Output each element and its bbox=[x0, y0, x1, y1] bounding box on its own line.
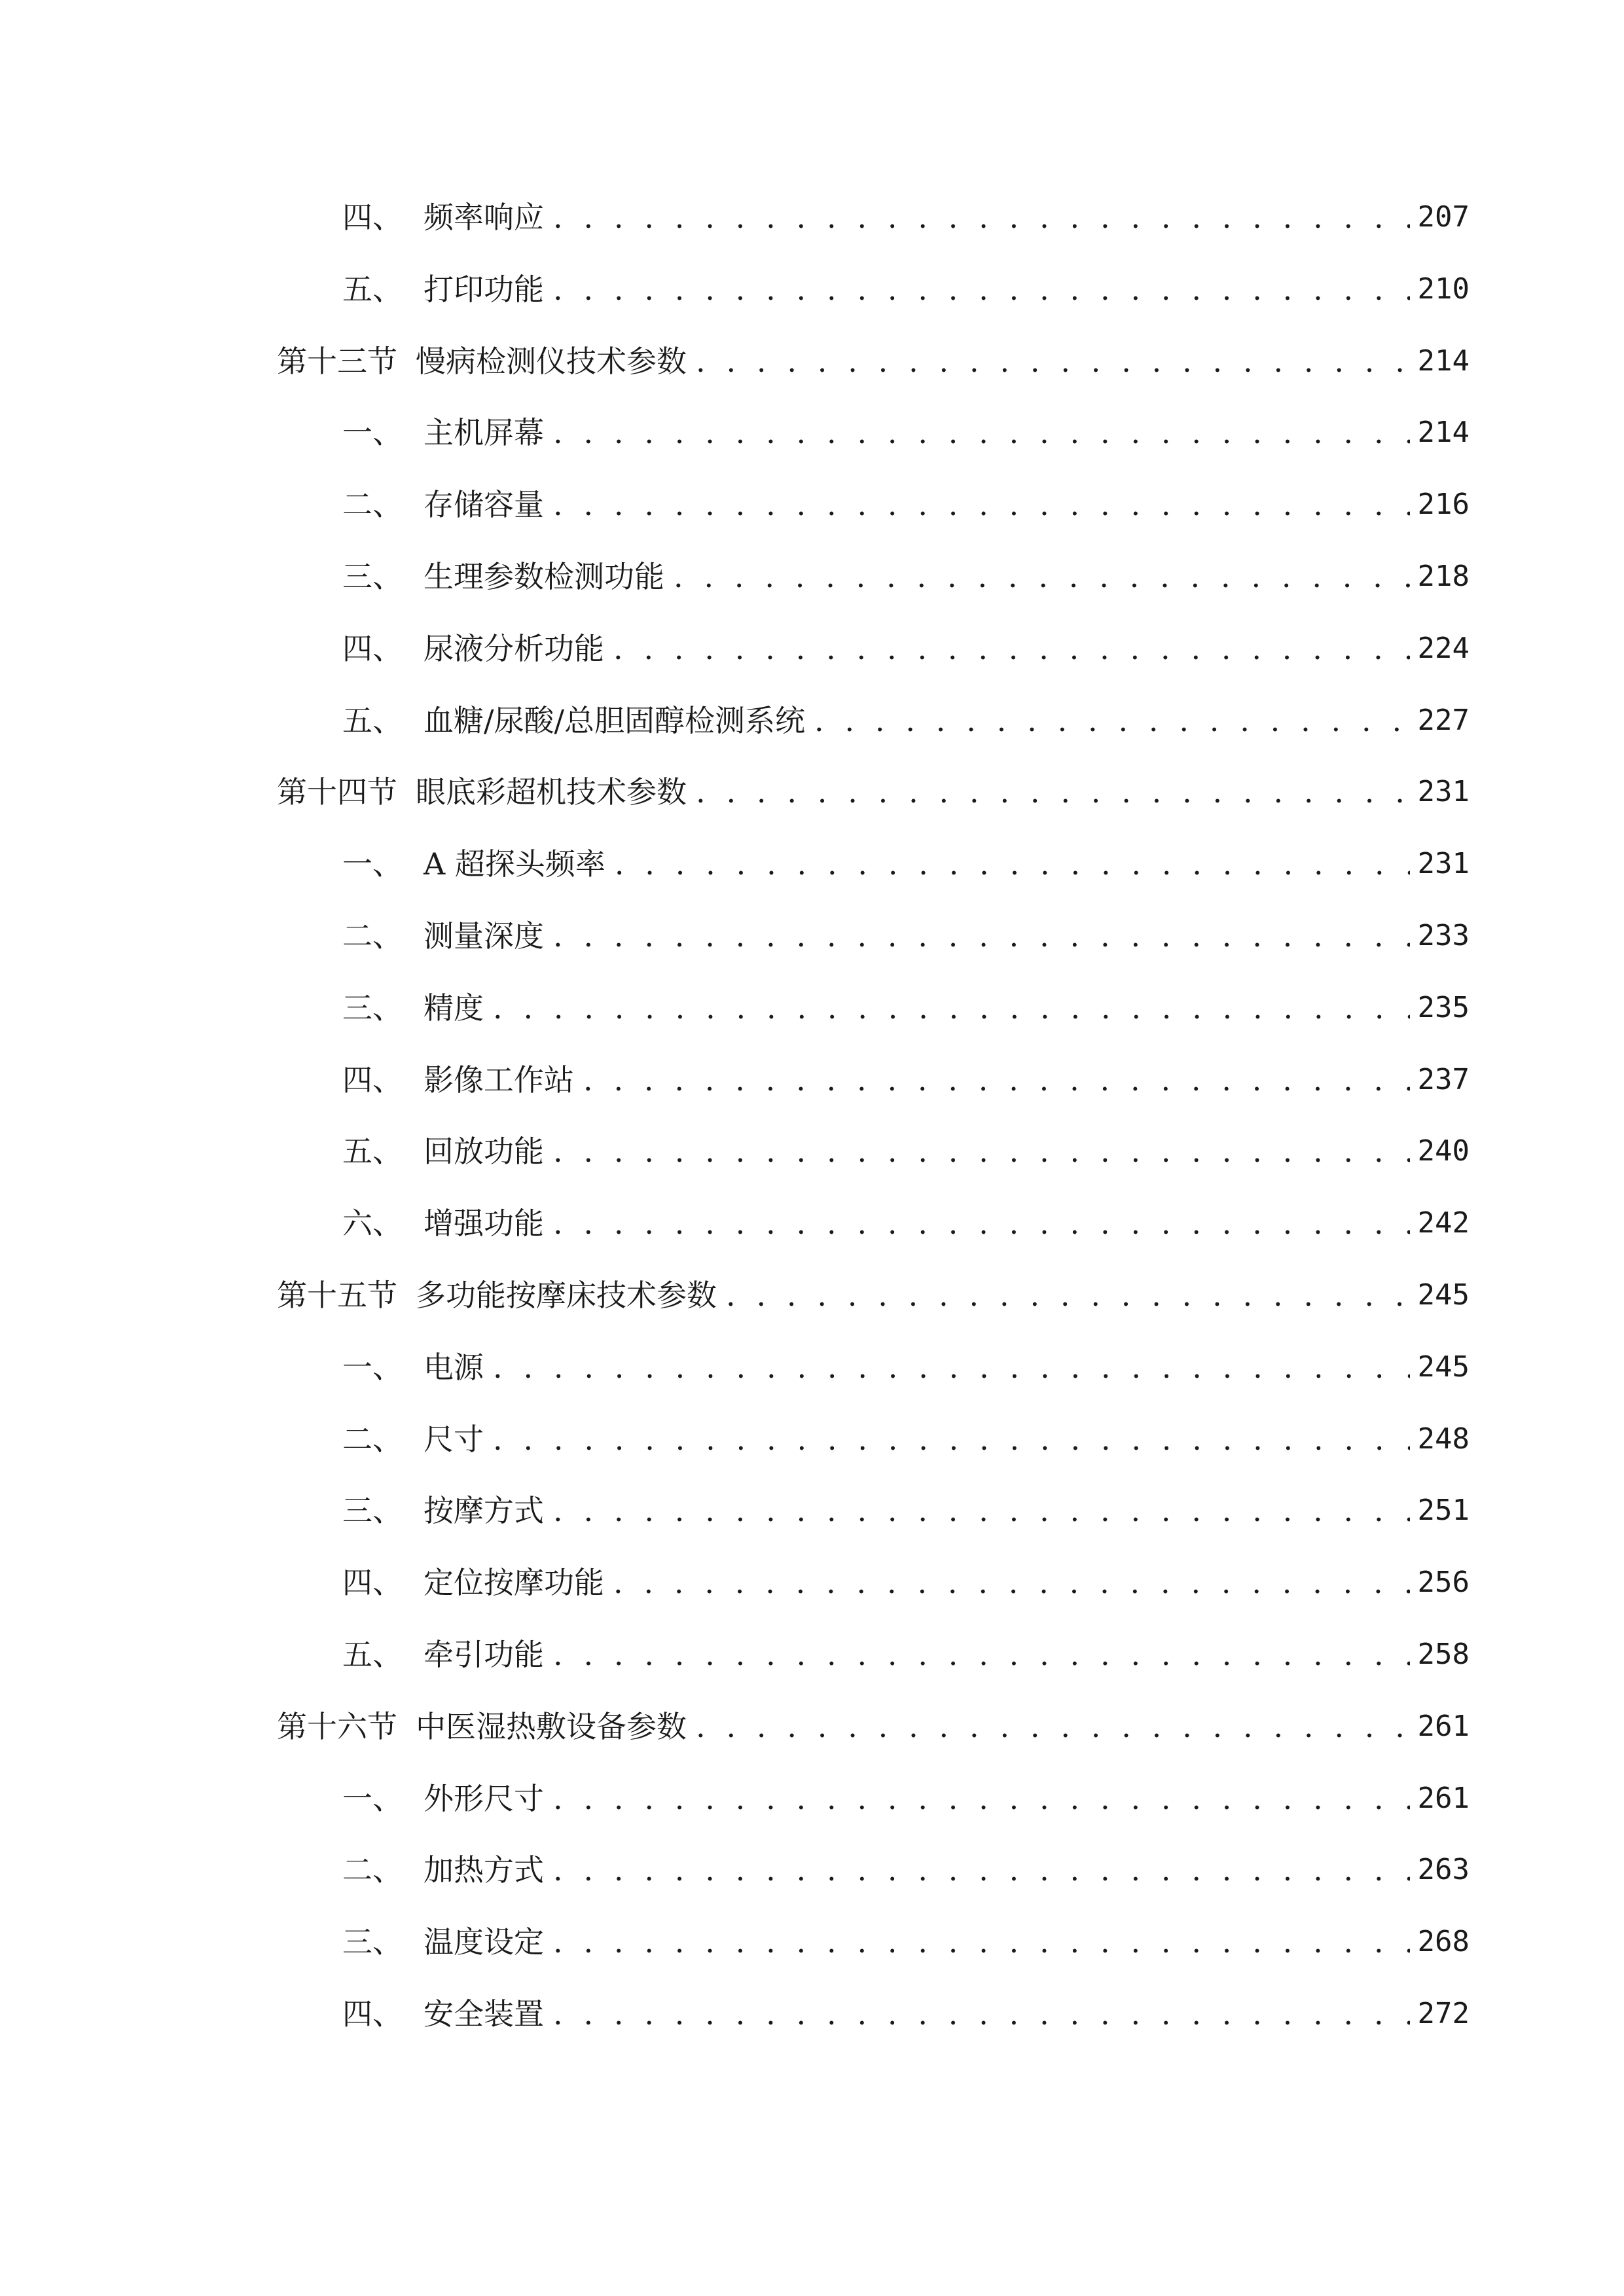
toc-subsection-entry[interactable] bbox=[342, 622, 1470, 675]
toc-entry-number: 第十五节 bbox=[277, 1278, 397, 1313]
toc-entry-number: 四、 bbox=[342, 1062, 403, 1098]
toc-page-number: 242 bbox=[1417, 1206, 1470, 1240]
dot-leader bbox=[553, 1844, 1410, 1896]
toc-subsection-entry[interactable] bbox=[342, 838, 1470, 890]
toc-subsection-entry[interactable] bbox=[342, 1556, 1470, 1609]
toc-entry-number: 六、 bbox=[342, 1206, 403, 1241]
toc-entry-number: 二、 bbox=[342, 918, 403, 954]
toc-entry-number: 五、 bbox=[342, 272, 403, 307]
toc-entry-number: 第十六节 bbox=[277, 1709, 397, 1744]
dot-leader bbox=[553, 406, 1410, 459]
dot-leader bbox=[613, 622, 1410, 675]
dot-leader bbox=[493, 982, 1410, 1034]
toc-page-number: 207 bbox=[1417, 200, 1470, 234]
toc-page-number: 261 bbox=[1417, 1710, 1470, 1743]
toc-entry-title: 眼底彩超机技术参数 bbox=[416, 774, 687, 810]
dot-leader bbox=[613, 1556, 1410, 1609]
toc-page-number: 233 bbox=[1417, 919, 1470, 952]
toc-subsection-entry[interactable] bbox=[342, 1125, 1470, 1177]
toc-page-number: 210 bbox=[1417, 272, 1470, 306]
dot-leader bbox=[553, 1916, 1410, 1968]
toc-page-number: 214 bbox=[1417, 416, 1470, 449]
toc-subsection-entry[interactable] bbox=[342, 1772, 1470, 1825]
toc-entry-title: 主机屏幕 bbox=[424, 415, 544, 450]
toc-page-number: 224 bbox=[1417, 632, 1470, 665]
toc-entry-title: 安全装置 bbox=[424, 1996, 544, 2032]
toc-section-entry[interactable] bbox=[277, 1700, 1470, 1753]
toc-subsection-entry[interactable] bbox=[342, 406, 1470, 459]
toc-entry-number: 三、 bbox=[342, 990, 403, 1026]
dot-leader bbox=[493, 1341, 1410, 1393]
dot-leader bbox=[553, 263, 1410, 315]
toc-entry-title: 测量深度 bbox=[424, 918, 544, 954]
dot-leader bbox=[674, 550, 1410, 603]
toc-subsection-entry[interactable] bbox=[342, 1197, 1470, 1249]
toc-entry-number: 五、 bbox=[342, 1637, 403, 1672]
dot-leader bbox=[553, 1125, 1410, 1177]
toc-page-number: 240 bbox=[1417, 1134, 1470, 1168]
toc-page-number: 258 bbox=[1417, 1638, 1470, 1671]
toc-entry-title: 频率响应 bbox=[424, 200, 544, 235]
toc-page-number: 251 bbox=[1417, 1494, 1470, 1527]
toc-entry-title: 增强功能 bbox=[424, 1206, 544, 1241]
toc-entry-number: 二、 bbox=[342, 487, 403, 522]
toc-entry-title: 精度 bbox=[424, 990, 484, 1026]
toc-entry-title: 加热方式 bbox=[424, 1852, 544, 1888]
toc-entry-title: 温度设定 bbox=[424, 1924, 544, 1960]
toc-page-number: 216 bbox=[1417, 488, 1470, 521]
toc-entry-title: 尿液分析功能 bbox=[424, 631, 604, 666]
toc-page-number: 231 bbox=[1417, 847, 1470, 880]
toc-page-number: 231 bbox=[1417, 775, 1470, 808]
dot-leader bbox=[553, 191, 1410, 243]
toc-entry-number: 二、 bbox=[342, 1852, 403, 1888]
toc-page-number: 214 bbox=[1417, 344, 1470, 378]
toc-entry-title: 按摩方式 bbox=[424, 1493, 544, 1528]
dot-leader bbox=[553, 1772, 1410, 1825]
toc-page-number: 272 bbox=[1417, 1997, 1470, 2030]
dot-leader bbox=[553, 1197, 1410, 1249]
toc-subsection-entry[interactable] bbox=[342, 1054, 1470, 1106]
toc-section-entry[interactable] bbox=[277, 766, 1470, 818]
dot-leader bbox=[615, 838, 1410, 890]
toc-page-number: 227 bbox=[1417, 704, 1470, 737]
toc-page-number: 268 bbox=[1417, 1925, 1470, 1958]
toc-page-number: 245 bbox=[1417, 1278, 1470, 1312]
dot-leader bbox=[553, 1988, 1410, 2040]
toc-entry-number: 二、 bbox=[342, 1422, 403, 1457]
toc-entry-number: 五、 bbox=[342, 703, 403, 738]
dot-leader bbox=[553, 910, 1410, 962]
toc-page-number: 245 bbox=[1417, 1350, 1470, 1384]
dot-leader bbox=[696, 335, 1410, 387]
toc-subsection-entry[interactable] bbox=[342, 191, 1470, 243]
toc-subsection-entry[interactable] bbox=[342, 910, 1470, 962]
toc-entry-title: 存储容量 bbox=[424, 487, 544, 522]
toc-page-number: 235 bbox=[1417, 991, 1470, 1024]
toc-subsection-entry[interactable] bbox=[342, 550, 1470, 603]
toc-entry-number: 三、 bbox=[342, 559, 403, 594]
toc-entry-title: 中医湿热敷设备参数 bbox=[416, 1709, 687, 1744]
dot-leader bbox=[814, 694, 1410, 747]
toc-page-number: 256 bbox=[1417, 1566, 1470, 1599]
toc-entry-title: 电源 bbox=[424, 1350, 484, 1385]
toc-entry-title: 打印功能 bbox=[424, 272, 544, 307]
toc-entry-number: 三、 bbox=[342, 1493, 403, 1528]
toc-subsection-entry[interactable] bbox=[342, 1628, 1470, 1681]
toc-entry-title: 影像工作站 bbox=[424, 1062, 574, 1098]
dot-leader bbox=[553, 478, 1410, 531]
toc-entry-title: 回放功能 bbox=[424, 1134, 544, 1169]
dot-leader bbox=[696, 1700, 1410, 1753]
dot-leader bbox=[553, 1484, 1410, 1537]
toc-subsection-entry[interactable] bbox=[342, 1844, 1470, 1896]
toc-page-number: 237 bbox=[1417, 1063, 1470, 1096]
toc-entry-number: 四、 bbox=[342, 200, 403, 235]
toc-subsection-entry[interactable] bbox=[342, 478, 1470, 531]
toc-entry-title: 外形尺寸 bbox=[424, 1781, 544, 1816]
toc-entry-title: A 超探头频率 bbox=[424, 846, 605, 882]
dot-leader bbox=[583, 1054, 1410, 1106]
toc-entry-number: 四、 bbox=[342, 1996, 403, 2032]
toc-section-entry[interactable] bbox=[277, 1269, 1470, 1321]
toc-entry-title: 定位按摩功能 bbox=[424, 1565, 604, 1600]
toc-subsection-entry[interactable] bbox=[342, 1484, 1470, 1537]
toc-page-number: 263 bbox=[1417, 1853, 1470, 1886]
toc-subsection-entry[interactable] bbox=[342, 1988, 1470, 2040]
dot-leader bbox=[553, 1628, 1410, 1681]
toc-entry-number: 五、 bbox=[342, 1134, 403, 1169]
toc-entry-number: 一、 bbox=[342, 415, 403, 450]
toc-subsection-entry[interactable] bbox=[342, 1413, 1470, 1465]
toc-page-number: 248 bbox=[1417, 1422, 1470, 1456]
toc-entry-number: 四、 bbox=[342, 1565, 403, 1600]
toc-page-number: 218 bbox=[1417, 560, 1470, 593]
toc-subsection-entry[interactable] bbox=[342, 694, 1470, 747]
dot-leader bbox=[696, 766, 1410, 818]
toc-entry-title: 血糖/尿酸/总胆固醇检测系统 bbox=[424, 703, 805, 738]
toc-entry-title: 多功能按摩床技术参数 bbox=[416, 1278, 717, 1313]
toc-entry-number: 一、 bbox=[342, 1781, 403, 1816]
toc-subsection-entry[interactable] bbox=[342, 982, 1470, 1034]
toc-entry-title: 生理参数检测功能 bbox=[424, 559, 664, 594]
toc-entry-title: 牵引功能 bbox=[424, 1637, 544, 1672]
toc-page-number: 261 bbox=[1417, 1782, 1470, 1815]
toc-entry-number: 一、 bbox=[342, 846, 403, 882]
toc-entry-number: 三、 bbox=[342, 1924, 403, 1960]
toc-section-entry[interactable] bbox=[277, 335, 1470, 387]
toc-entry-number: 一、 bbox=[342, 1350, 403, 1385]
toc-entry-title: 慢病检测仪技术参数 bbox=[416, 344, 687, 379]
toc-entry-number: 第十三节 bbox=[277, 344, 397, 379]
toc-subsection-entry[interactable] bbox=[342, 1916, 1470, 1968]
toc-subsection-entry[interactable] bbox=[342, 263, 1470, 315]
dot-leader bbox=[726, 1269, 1410, 1321]
toc-entry-number: 第十四节 bbox=[277, 774, 397, 810]
toc-entry-title: 尺寸 bbox=[424, 1422, 484, 1457]
dot-leader bbox=[493, 1413, 1410, 1465]
toc-subsection-entry[interactable] bbox=[342, 1341, 1470, 1393]
toc-entry-number: 四、 bbox=[342, 631, 403, 666]
